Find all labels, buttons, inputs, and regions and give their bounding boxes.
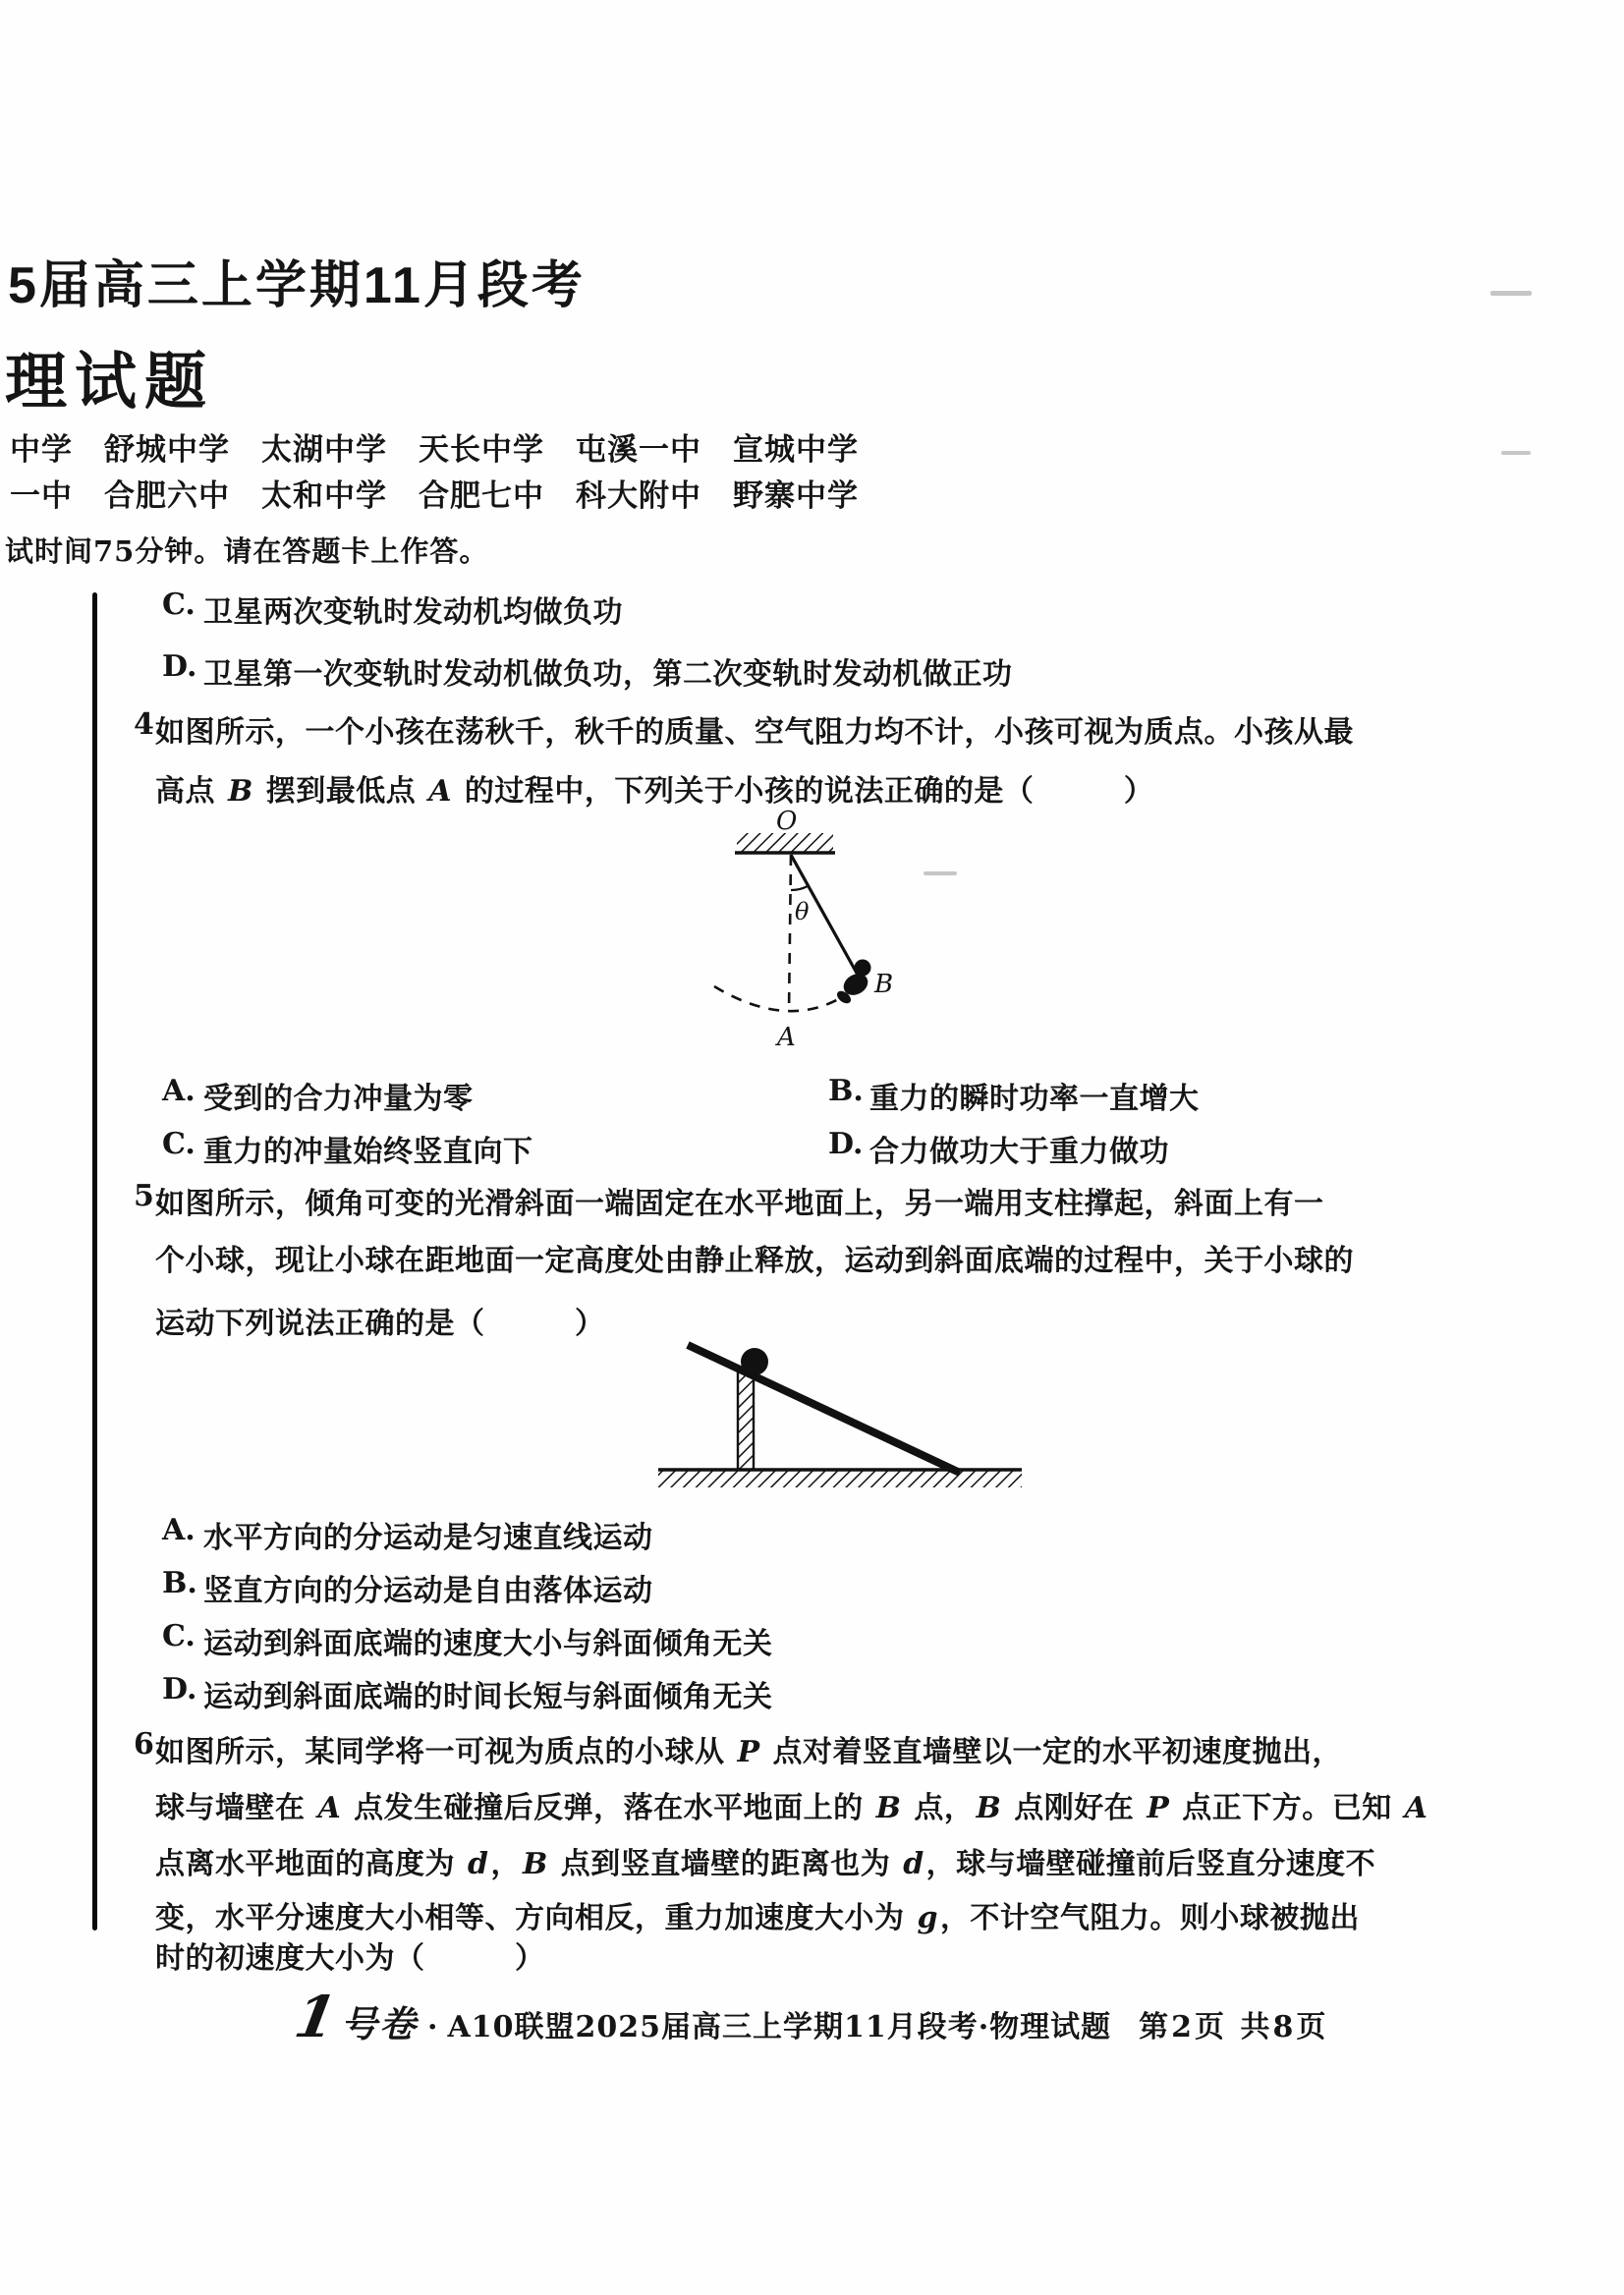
- question3-option-c: [0, 588, 1624, 631]
- text-segment: 点对着竖直墙壁以一定的水平初速度抛出，: [761, 1735, 1342, 1769]
- footer-page-indicator: 第2页 共8页: [1139, 2010, 1329, 2044]
- text-segment: 点到竖直墙壁的距离也为: [549, 1847, 902, 1881]
- math-variable: g: [917, 1901, 938, 1935]
- math-variable: d: [467, 1847, 489, 1881]
- question6-line4: [0, 1893, 1624, 1936]
- math-variable: A: [428, 774, 452, 809]
- text-segment: 点正下方。已知: [1171, 1791, 1403, 1825]
- question6-text: [155, 1783, 1429, 1826]
- question4-options-row1: [0, 1074, 1624, 1117]
- point-a-label: A: [777, 1023, 796, 1052]
- swing-pendulum-figure: [639, 804, 953, 1069]
- text-segment: 高点: [155, 774, 226, 809]
- question5-text: 个小球，现让小球在距地面一定高度处由静止释放，运动到斜面底端的过程中，关于小球的: [155, 1244, 1354, 1278]
- question4-number: 4.: [134, 707, 165, 742]
- question5-text: 运动下列说法正确的是（ ）: [155, 1307, 605, 1341]
- ball: [741, 1348, 768, 1375]
- text-segment: 的过程中，下列关于小孩的说法正确的是（ ）: [453, 774, 1154, 809]
- question3-option-d: [0, 649, 1624, 693]
- option-text: 竖直方向的分运动是自由落体运动: [203, 1574, 653, 1608]
- text-segment: ，球与墙壁碰撞前后竖直分速度不: [925, 1847, 1376, 1881]
- footer-document-title: A10联盟2025届高三上学期11月段考·物理试题: [447, 2010, 1112, 2044]
- option-text: 卫星第一次变轨时发动机做负功，第二次变轨时发动机做正功: [203, 657, 1013, 692]
- question4-text: 如图所示，一个小孩在荡秋千，秋千的质量、空气阻力均不计，小孩可视为质点。小孩从最: [155, 715, 1354, 750]
- swing-arc-path: [714, 986, 842, 1011]
- question5-option-d: [0, 1672, 1624, 1715]
- option-text: 受到的合力冲量为零: [203, 1082, 474, 1116]
- question6-line1: [0, 1727, 1624, 1770]
- text-segment: 点刚好在: [1003, 1791, 1146, 1825]
- angle-arc: [791, 886, 808, 890]
- scan-artifact: [1501, 451, 1531, 455]
- math-variable: B: [227, 774, 253, 809]
- question6-text: [155, 1727, 1342, 1770]
- footer-logo-name: 号卷: [340, 2002, 418, 2045]
- question6-number: 6.: [134, 1727, 165, 1762]
- schools-line1: 中学 舒城中学 太湖中学 天长中学 屯溪一中 宣城中学: [10, 432, 859, 467]
- question6-line5: [0, 1933, 1624, 1977]
- option-text: 水平方向的分运动是匀速直线运动: [203, 1521, 653, 1555]
- option-text: 重力的冲量始终竖直向下: [203, 1135, 533, 1169]
- question5-option-a: [0, 1513, 1624, 1556]
- math-variable: B: [522, 1847, 548, 1881]
- exam-subject-partial: 理试题: [5, 348, 214, 417]
- option-label: A.: [162, 1074, 196, 1108]
- angle-label: θ: [795, 898, 810, 925]
- math-variable: A: [1404, 1791, 1428, 1825]
- schools-line2: 一中 合肥六中 太和中学 合肥七中 科大附中 野寨中学: [10, 478, 859, 513]
- question5-option-b: [0, 1566, 1624, 1609]
- point-b-label: B: [874, 970, 894, 999]
- inclined-plank: [688, 1345, 960, 1473]
- support-pillar: [738, 1370, 754, 1470]
- text-segment: ，: [490, 1847, 521, 1881]
- text-segment: ，不计空气阻力。则小球被抛出: [939, 1901, 1360, 1935]
- option-label: D.: [828, 1127, 864, 1161]
- footer-logo-numeral: 1: [289, 1984, 341, 2050]
- question6-line2: [0, 1783, 1624, 1826]
- option-text: 运动到斜面底端的速度大小与斜面倾角无关: [203, 1627, 773, 1661]
- question6-line3: [0, 1839, 1624, 1882]
- question5-line2: [0, 1236, 1624, 1279]
- option-text: 卫星两次变轨时发动机均做负功: [203, 595, 623, 630]
- ground-hatching: [658, 1471, 1022, 1487]
- question5-number: 5.: [134, 1179, 165, 1213]
- option-label: C.: [162, 1127, 196, 1161]
- exam-title-partial: 5届高三上学期11月段考: [8, 257, 586, 314]
- scan-artifact: [1490, 291, 1532, 296]
- option-text: 合力做功大于重力做功: [869, 1135, 1169, 1169]
- pivot-label: O: [776, 807, 798, 836]
- option-label: A.: [162, 1513, 196, 1547]
- vertical-dashed-line: [789, 855, 791, 1012]
- math-variable: P: [737, 1735, 760, 1769]
- option-label: D.: [162, 1672, 197, 1707]
- option-text: 重力的瞬时功率一直增大: [869, 1082, 1200, 1116]
- text-segment: 点离水平地面的高度为: [155, 1847, 466, 1881]
- option-label: C.: [162, 588, 196, 622]
- text-segment: 变，水平分速度大小相等、方向相反，重力加速度大小为: [155, 1901, 916, 1935]
- exam-instructions: 试时间75分钟。请在答题卡上作答。: [5, 534, 489, 568]
- text-segment: 摆到最低点: [254, 774, 427, 809]
- text-segment: 球与墙壁在: [155, 1791, 316, 1825]
- option-label: C.: [162, 1619, 196, 1653]
- question5-line1: [0, 1179, 1624, 1222]
- math-variable: d: [903, 1847, 924, 1881]
- footer-separator: ·: [426, 2010, 438, 2044]
- question4-line1: [0, 707, 1624, 751]
- question6-text: [155, 1893, 1360, 1936]
- question5-text: 如图所示，倾角可变的光滑斜面一端固定在水平地面上，另一端用支柱撑起，斜面上有一: [155, 1187, 1324, 1221]
- question6-text: [155, 1839, 1375, 1882]
- inclined-plane-figure: [634, 1336, 1046, 1518]
- math-variable: P: [1147, 1791, 1170, 1825]
- option-text: 运动到斜面底端的时间长短与斜面倾角无关: [203, 1680, 773, 1714]
- text-segment: 点，: [903, 1791, 975, 1825]
- option-label: D.: [162, 649, 197, 684]
- question5-option-c: [0, 1619, 1624, 1662]
- question4-options-row2: [0, 1127, 1624, 1170]
- option-label: B.: [162, 1566, 197, 1600]
- math-variable: A: [317, 1791, 342, 1825]
- text-segment: 如图所示，某同学将一可视为质点的小球从: [155, 1735, 736, 1769]
- option-label: B.: [828, 1074, 864, 1108]
- page-footer: [0, 1984, 1624, 2057]
- math-variable: B: [976, 1791, 1002, 1825]
- question6-text: 时的初速度大小为（ ）: [155, 1941, 545, 1976]
- text-segment: 点发生碰撞后反弹，落在水平地面上的: [343, 1791, 874, 1825]
- math-variable: B: [875, 1791, 902, 1825]
